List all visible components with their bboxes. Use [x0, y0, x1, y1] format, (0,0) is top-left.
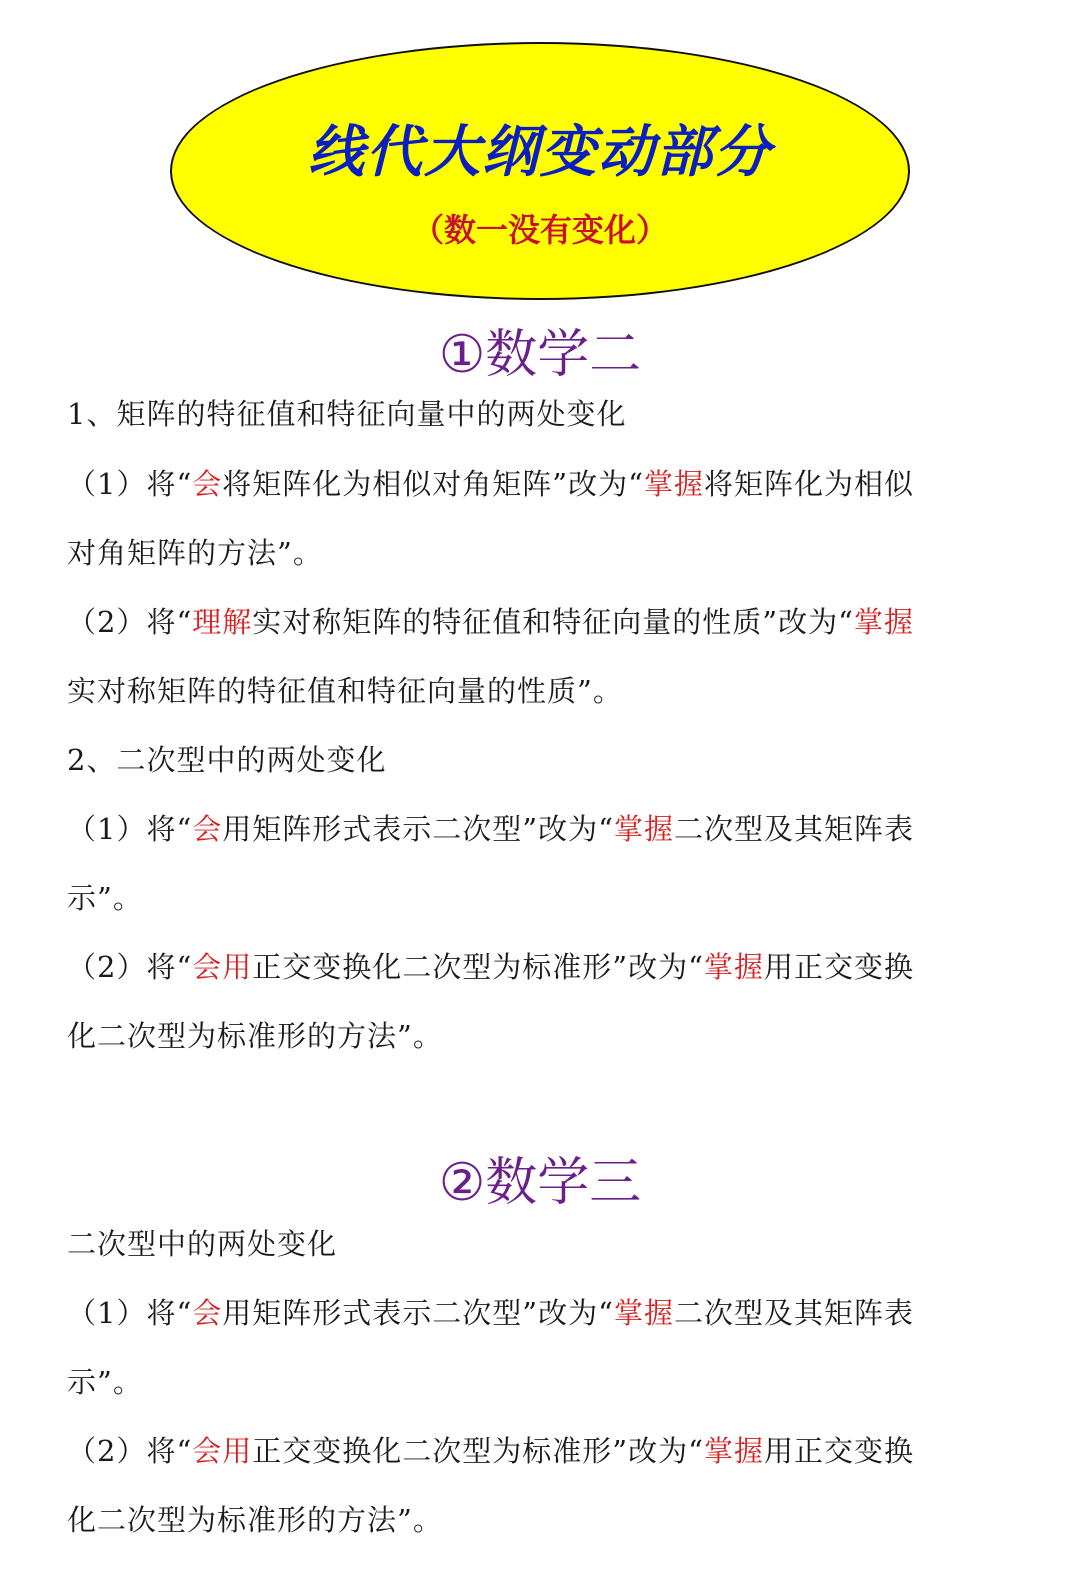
section-title-math2: ①数学二: [438, 325, 642, 385]
item1-p2-line2: 实对称矩阵的特征值和特征向量的性质”。: [67, 674, 623, 708]
item2-p2-line1: （2）将“会用正交变换化二次型为标准形”改为“掌握用正交变换: [67, 950, 914, 984]
item2-p1-line2: 示”。: [67, 881, 143, 915]
item2-p2-line2: 化二次型为标准形的方法”。: [67, 1019, 443, 1053]
s2-p2-line2: 化二次型为标准形的方法”。: [67, 1503, 443, 1537]
s2-p1-line2: 示”。: [67, 1365, 143, 1399]
item1-heading: 1、矩阵的特征值和特征向量中的两处变化: [67, 397, 627, 431]
page-subtitle: （数一没有变化）: [411, 211, 668, 249]
s2-p2-line1: （2）将“会用正交变换化二次型为标准形”改为“掌握用正交变换: [67, 1434, 914, 1468]
s2-p1-line1: （1）将“会用矩阵形式表示二次型”改为“掌握二次型及其矩阵表: [67, 1296, 914, 1330]
page-title: 线代大纲变动部分: [308, 119, 772, 185]
section-title-math3: ②数学三: [438, 1153, 642, 1213]
item1-p1-line2: 对角矩阵的方法”。: [67, 536, 323, 570]
item1-p2-line1: （2）将“理解实对称矩阵的特征值和特征向量的性质”改为“掌握: [67, 605, 914, 639]
s2-heading: 二次型中的两处变化: [67, 1227, 338, 1261]
item2-heading: 2、二次型中的两处变化: [67, 743, 387, 777]
item1-p1-line1: （1）将“会将矩阵化为相似对角矩阵”改为“掌握将矩阵化为相似: [67, 467, 914, 501]
item2-p1-line1: （1）将“会用矩阵形式表示二次型”改为“掌握二次型及其矩阵表: [67, 812, 914, 846]
